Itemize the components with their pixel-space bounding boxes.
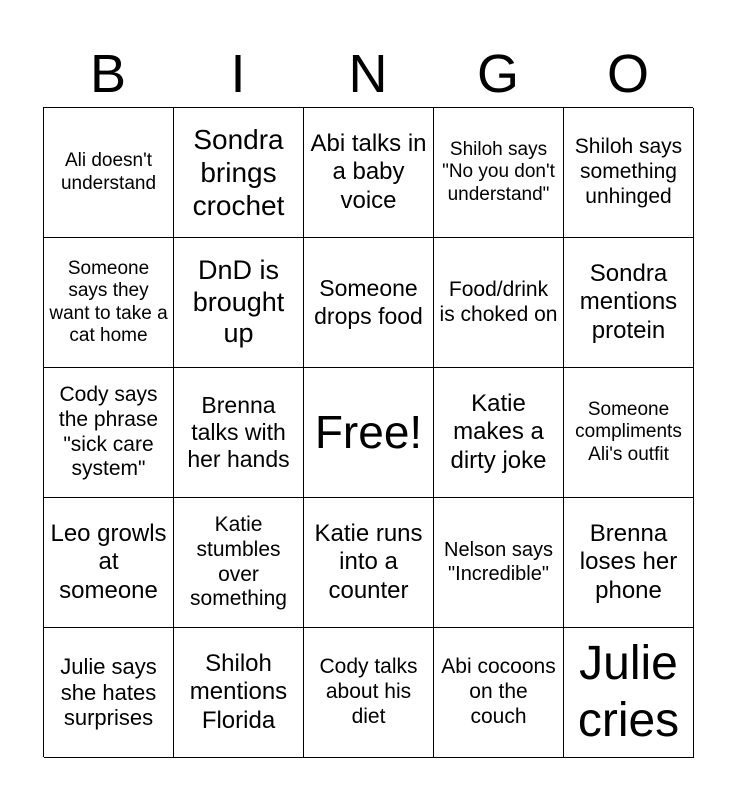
header-letter-i: I: [230, 44, 246, 104]
free-space-cell[interactable]: [304, 368, 434, 498]
bingo-cell[interactable]: [564, 238, 694, 368]
bingo-cell[interactable]: [434, 238, 564, 368]
bingo-cell[interactable]: [44, 238, 174, 368]
bingo-cell[interactable]: [174, 628, 304, 758]
bingo-cell-text: Katie makes a dirty joke: [450, 390, 547, 474]
bingo-cell-text: Someone drops food: [314, 275, 423, 329]
bingo-cell-text: Sondra brings crochet: [192, 123, 285, 222]
bingo-cell[interactable]: [174, 498, 304, 628]
bingo-cell-text: Someone compliments Ali's outfit: [575, 398, 682, 465]
bingo-cell-text: Abi cocoons on the couch: [441, 655, 556, 728]
bingo-cell[interactable]: [304, 498, 434, 628]
free-space-label: Free!: [314, 406, 423, 459]
bingo-cell[interactable]: [304, 238, 434, 368]
bingo-cell-text: Cody talks about his diet: [319, 655, 418, 728]
bingo-cell[interactable]: [174, 368, 304, 498]
bingo-cell-text: Nelson says "Incredible": [444, 538, 553, 585]
bingo-cell[interactable]: [44, 368, 174, 498]
header-letter-b: B: [89, 44, 127, 104]
bingo-cell[interactable]: [44, 498, 174, 628]
bingo-card-grid: [43, 107, 693, 757]
bingo-cell[interactable]: [434, 628, 564, 758]
header-letter-g: G: [476, 44, 519, 104]
bingo-cell[interactable]: [564, 628, 694, 758]
bingo-cell[interactable]: [564, 498, 694, 628]
header-letter-o: O: [606, 44, 649, 104]
bingo-cell-text: Someone says they want to take a cat home: [49, 257, 168, 346]
bingo-cell[interactable]: [174, 238, 304, 368]
bingo-cell[interactable]: [564, 368, 694, 498]
bingo-cell-text: Julie says she hates surprises: [60, 653, 157, 731]
bingo-cell[interactable]: [434, 498, 564, 628]
bingo-cell-text: Brenna loses her phone: [579, 520, 678, 604]
bingo-header: [43, 44, 693, 104]
bingo-cell[interactable]: [434, 368, 564, 498]
bingo-cell-text: Shiloh says something unhinged: [574, 135, 683, 208]
bingo-cell-text: Brenna talks with her hands: [187, 391, 290, 473]
bingo-cell-text: Shiloh says "No you don't understand": [442, 138, 555, 205]
bingo-cell-text: Sondra mentions protein: [579, 260, 678, 344]
bingo-cell-text: Ali doesn't understand: [60, 150, 157, 194]
header-letter-n: N: [348, 44, 388, 104]
bingo-cell[interactable]: [434, 108, 564, 238]
bingo-cell[interactable]: [174, 108, 304, 238]
bingo-cell-text: Cody says the phrase "sick care system": [58, 382, 159, 481]
bingo-cell-text: Abi talks in a baby voice: [310, 130, 427, 214]
bingo-cell[interactable]: [304, 628, 434, 758]
bingo-cell[interactable]: [564, 108, 694, 238]
bingo-cell-text: Julie cries: [577, 636, 680, 747]
bingo-cell[interactable]: [44, 628, 174, 758]
bingo-cell-text: Shiloh mentions Florida: [189, 650, 288, 734]
bingo-cell-text: DnD is brought up: [192, 254, 285, 349]
bingo-cell-text: Leo growls at someone: [50, 520, 167, 604]
bingo-cell[interactable]: [44, 108, 174, 238]
bingo-cell-text: Katie runs into a counter: [314, 520, 423, 604]
bingo-cell-text: Food/drink is choked on: [439, 277, 558, 326]
bingo-cell-text: Katie stumbles over something: [190, 512, 287, 611]
bingo-cell[interactable]: [304, 108, 434, 238]
